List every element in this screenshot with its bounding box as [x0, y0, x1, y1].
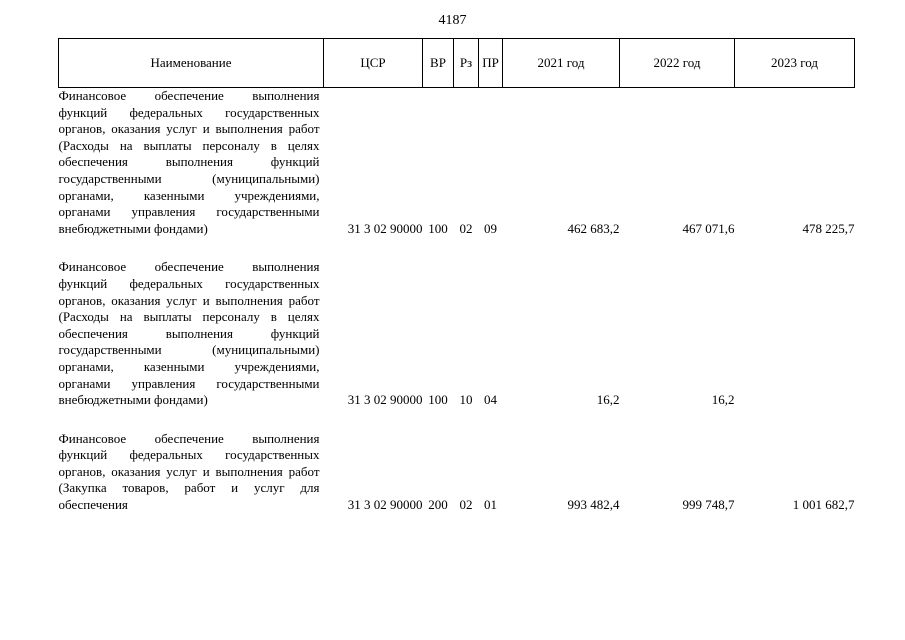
row-2021: 16,2	[596, 392, 620, 408]
row-name: Финансовое обеспечение выполнения функций федеральных государственных органов, оказания услуг и выполнения работ (Закупка товаров, работ и услуг для обеспечения	[58, 430, 320, 513]
row-2022: 16,2	[711, 392, 735, 408]
table-row	[59, 259, 855, 408]
table-row	[59, 88, 855, 238]
row-name-cell	[59, 431, 324, 514]
row-pr: 01	[484, 497, 497, 513]
row-pr: 04	[484, 392, 497, 408]
row-rz: 02	[459, 220, 473, 236]
header-pr: ПР	[479, 39, 503, 88]
row-2023: 1 001 682,7	[792, 497, 855, 513]
row-name: Финансовое обеспечение выполнения функций федеральных государственных органов, оказания услуг и выполнения работ (Расходы на выплаты персоналу в целях обеспечения выполнения функций государственными (муниципальными) органами, казенными учреждениями, органами управления государственными внебюджетными фондами)	[58, 259, 320, 408]
row-pr: 09	[484, 220, 497, 236]
row-2022: 467 071,6	[682, 220, 735, 236]
row-2021: 993 482,4	[567, 497, 620, 513]
row-csr: 31 3 02 90000	[347, 220, 423, 236]
header-row	[59, 39, 855, 88]
row-spacer	[59, 409, 855, 431]
row-spacer	[59, 237, 855, 259]
table-row	[59, 431, 855, 514]
row-name-cell	[59, 88, 324, 238]
header-csr: ЦСР	[324, 39, 423, 88]
row-2023	[735, 259, 855, 408]
page-number: 4187	[438, 13, 467, 28]
row-rz: 10	[459, 392, 473, 408]
row-name: Финансовое обеспечение выполнения функций федеральных государственных органов, оказания услуг и выполнения работ (Расходы на выплаты персоналу в целях обеспечения выполнения функций государственными (муниципальными) органами, казенными учреждениями, органами управления государственными внебюджетными фондами)	[58, 88, 320, 236]
row-csr: 31 3 02 90000	[347, 392, 423, 408]
row-vr: 100	[428, 220, 448, 236]
row-name-cell	[59, 259, 324, 408]
budget-table	[58, 38, 855, 514]
row-vr: 200	[428, 497, 448, 513]
row-2021: 462 683,2	[567, 220, 620, 236]
row-csr: 31 3 02 90000	[347, 497, 423, 513]
row-vr: 100	[428, 392, 448, 408]
header-2022: 2022 год	[620, 39, 735, 88]
header-rz: Рз	[454, 39, 479, 88]
header-2021: 2021 год	[503, 39, 620, 88]
row-rz: 02	[459, 497, 473, 513]
header-name: Наименование	[59, 39, 324, 88]
header-2023: 2023 год	[735, 39, 855, 88]
header-vr: ВР	[423, 39, 454, 88]
row-2022: 999 748,7	[682, 497, 735, 513]
row-2023: 478 225,7	[802, 220, 855, 236]
